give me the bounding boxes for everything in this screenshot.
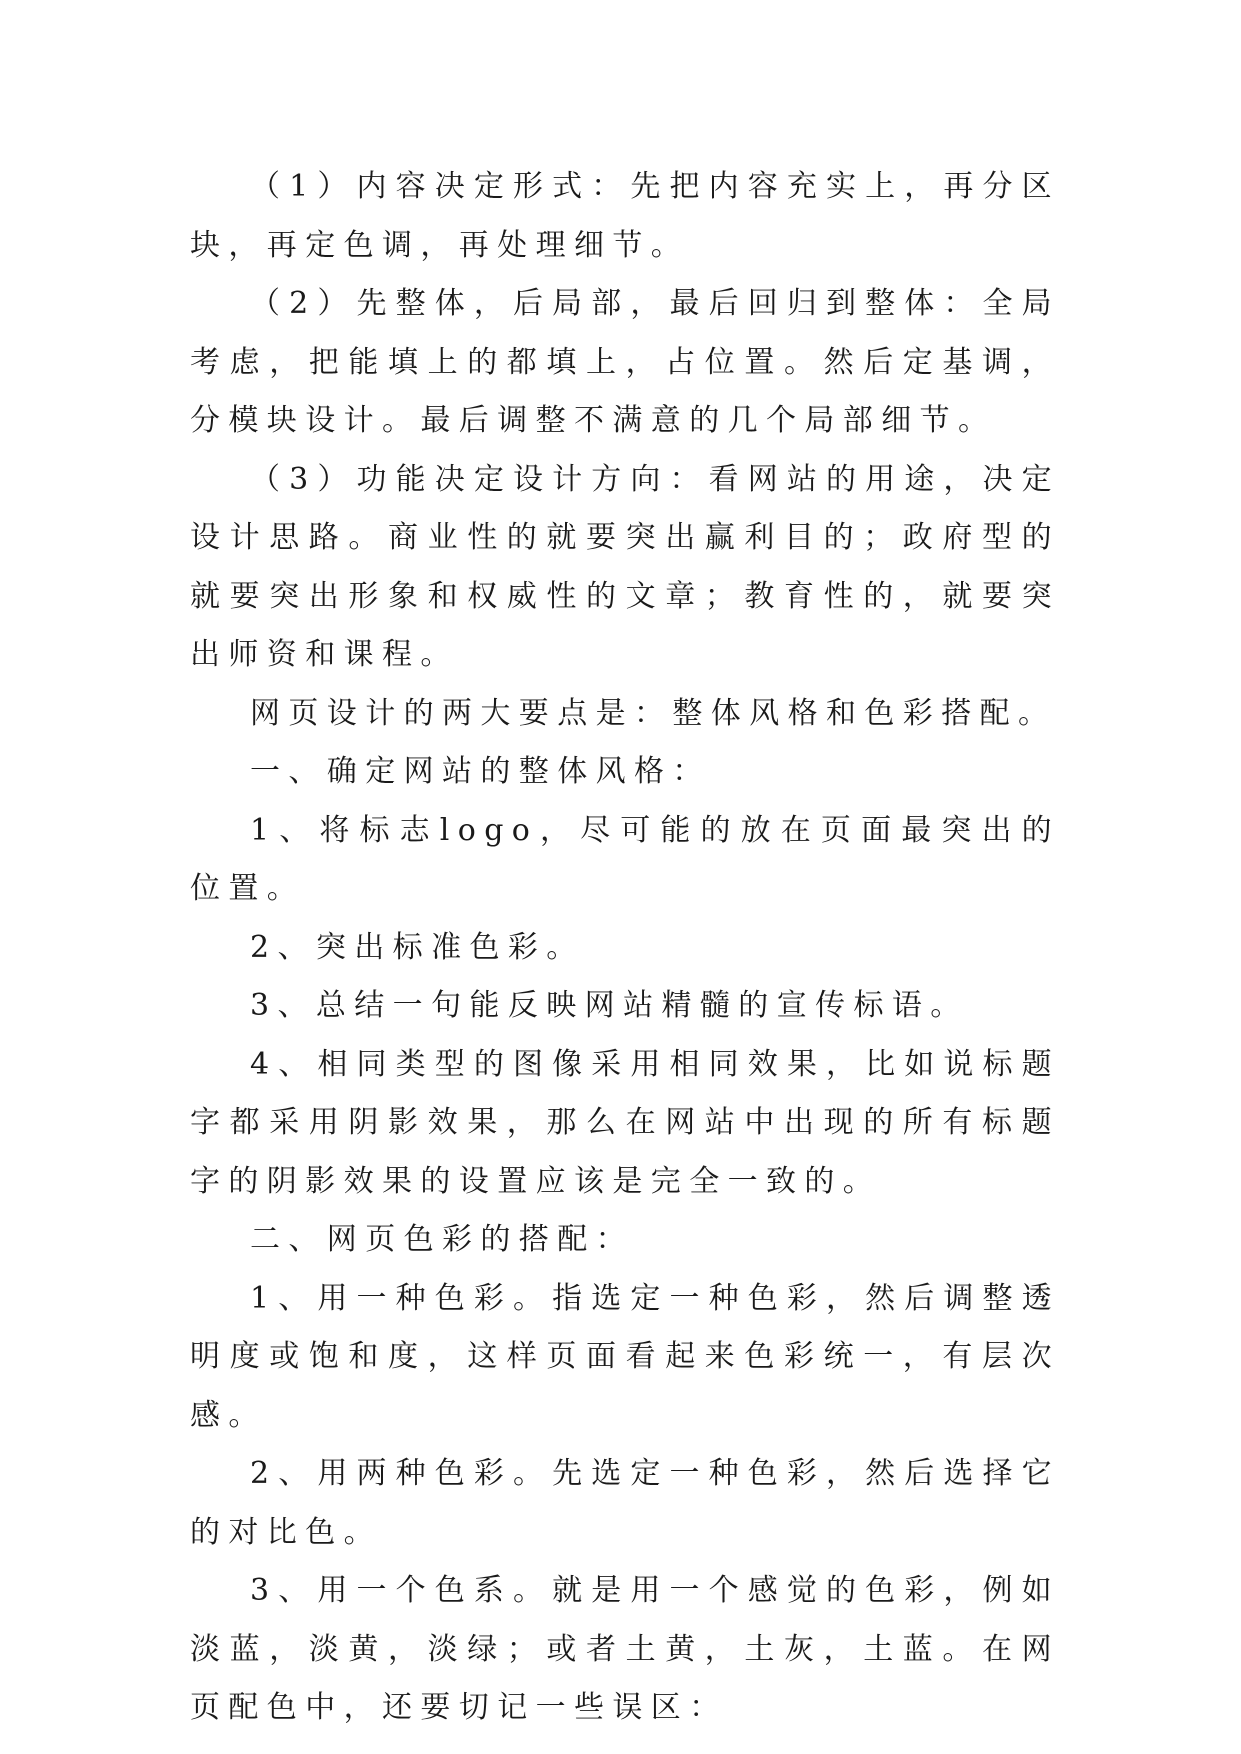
- paragraph-standard-color: 2、突出标准色彩。: [250, 929, 585, 965]
- paragraph-logo-placement: 1、将标志logo，尽可能的放在页面最突出的位置。: [190, 812, 1060, 906]
- paragraph-color-family: 3、用一个色系。就是用一个感觉的色彩，例如淡蓝，淡黄，淡绿；或者土黄，土灰，土蓝。在网页配色中，还要切记一些误区：: [190, 1573, 1060, 1725]
- paragraph-content-decides-form: （1）内容决定形式：先把内容充实上，再分区块，再定色调，再处理细节。: [190, 169, 1060, 263]
- paragraph-two-key-points: 网页设计的两大要点是：整体风格和色彩搭配。: [250, 695, 1057, 731]
- paragraph-slogan: 3、总结一句能反映网站精髓的宣传标语。: [250, 988, 969, 1023]
- document-page: [190, 158, 1060, 1738]
- heading-color-matching: 二、网页色彩的搭配：: [250, 1222, 634, 1257]
- paragraph-two-colors: 2、用两种色彩。先选定一种色彩，然后选择它的对比色。: [190, 1456, 1060, 1550]
- paragraph-whole-then-part: （2）先整体，后局部，最后回归到整体：全局考虑，把能填上的都填上，占位置。然后定基调，分模块设计。最后调整不满意的几个局部细节。: [190, 286, 1060, 438]
- paragraph-one-color: 1、用一种色彩。指选定一种色彩，然后调整透明度或饱和度，这样页面看起来色彩统一，有层次感。: [190, 1280, 1060, 1433]
- heading-overall-style: 一、确定网站的整体风格：: [250, 754, 711, 789]
- paragraph-function-decides-direction: （3）功能决定设计方向：看网站的用途，决定设计思路。商业性的就要突出赢利目的；政府型的就要突出形象和权威性的文章；教育性的，就要突出师资和课程。: [190, 461, 1060, 672]
- paragraph-consistent-effects: 4、相同类型的图像采用相同效果，比如说标题字都采用阴影效果，那么在网站中出现的所有标题字的阴影效果的设置应该是完全一致的。: [190, 1046, 1060, 1199]
